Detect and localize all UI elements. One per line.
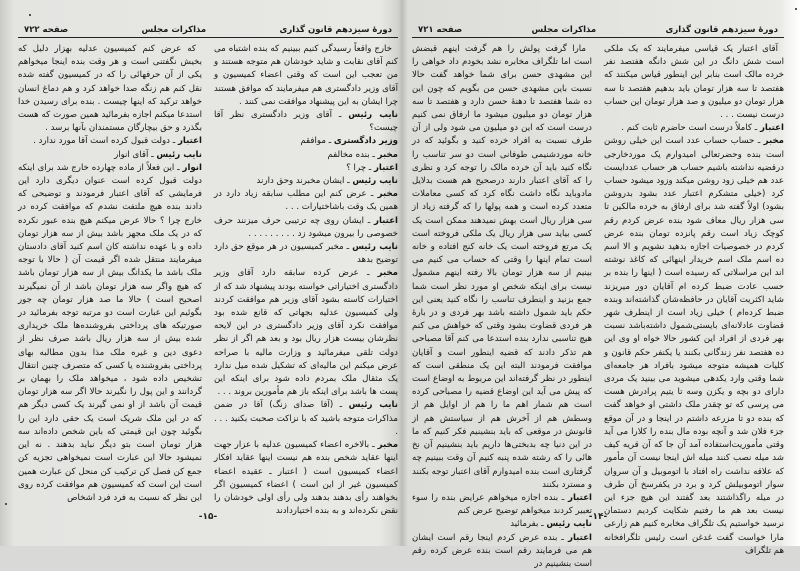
- speaker-name: اعتبار: [373, 162, 398, 173]
- column-right: [604, 43, 784, 556]
- paragraph-text: ـ موافقم: [300, 136, 332, 147]
- page-label: صفحه ۷۲۲: [24, 25, 69, 35]
- paragraph-text: خارج واقعاً رسیدگی کنیم ببینیم که بنده اشتباه می کنم آقای نقابت و شاید خودشان هم متوجه هستند و من تعجب این است که وقتی اعضاء کمیسیون و آقای وزیر دادگستری هم میفرمایند که موافق هستند چرا ایشان به این پیشنهاد موافقت نمی کنند .: [214, 44, 398, 107]
- session-label: دورهٔ سیزدهم قانون گذاری: [279, 25, 392, 35]
- speaker-name: اعتبار: [759, 123, 784, 134]
- header-divider: [412, 37, 784, 38]
- paragraph-text: ـ عرض کرده سابقه دارد آقای وزیر دادگستری اختیاراتی خواسته بودند پیشنهاد شد که از اختیارات کاسته بشود آقای وزیر هم موافقت کردند ولی کمیسیون عدلیه بجهاتی که قانع شده بود موافقت نکرد آقای وزیر دادگستری در این لایحه نظرشان بیست هزار ریال بود و بعد هم اگر از نظر دولت تلقی میفرمائید و وزارت مالیه با صراحه عرض میکنم این مالیه‌ای که تشکیل شده میل ندارد یک مثقال ملک بمردم داده شود برای اینکه این پست ها باشد برای اینکه باز هم مأمورین بروند . . .: [214, 268, 398, 398]
- paragraph: [214, 162, 398, 175]
- paragraph-text: ـ ایشان مخبرند وحق دارند: [256, 176, 350, 187]
- paragraph: [214, 241, 398, 267]
- paragraph: [412, 532, 592, 571]
- paragraph: [214, 109, 398, 135]
- speaker-name: نایب رئیس: [348, 110, 398, 121]
- paragraph: [604, 135, 784, 558]
- right-page: [412, 0, 784, 569]
- column-left: [18, 43, 202, 506]
- paragraph: [214, 439, 398, 518]
- paragraph-text: ـ آقای وزیر دادگستری نظر آقا چیست؟: [214, 110, 398, 134]
- paragraph: [18, 43, 202, 135]
- paragraph-text: ـ این فعلاً از ماده چهارده خارج شد برای اینکه دولت قبول کرده است عنوان دیگری دارد این فرمایشی که آقای اعتبار فرمودند و توضیحی که دادند بنده هیچ ملتفت نشدم که موافقت کرده در خارج چرا ؟ حالا عرض میکنم هیچ بنده عبور نکرده که در یک ملک مجهز باشد بیش از سه هزار تومان داده و با عهده نداشته کان اسم کنید آقای دادستان میفرمایند منتقل شده اگر قیمت آن ( حالا با توجه ملک باشد ما یکدانگ بیش از سه هزار تومان باشد که هیچ واگر سه هزار تومان باشد از آن نمیگیرند اصحیح است ) حالا ما صد هزار تومان چه جور بگوئیم این عبارت است دو مرتبه توجه بفرمائید در صورتیکه های پرداختی بفروشنده‌ها ملک خریداری شده بیش از سه هزار ریال باشد صرف نظر از دعوی دین و غیره ملک مذا بدون مطالبه بهای پرداختی بفروشنده یا کسی که متصرف چنین انتقال تشخیص داده شود ، میخواهد ملک را بهمان بر گردانند و این پول را نگیرند حالا اگر سه هزار تومان قیمت آن باشد از او نمی گیرند یک کسی دیگر هم که در این ملک شریک است یک حقی دارد این را بگوئید چون این قیمتی که باین شخص داده‌اند سه هزار تومان است بتو دیگر نباید بدهند . نه این نمیشود حالا این عبارت است نمیخواهی تجزیه کن جمع کن فصل کن ترکیب کن منحل کن عبارت همین است این است که کمیسیون هم موافقت کرده روی این نظر که نسبت به فرد فرد اشخاص: [18, 162, 202, 503]
- paragraph-text: ـ بفرمائید: [510, 519, 544, 530]
- page-header: [18, 23, 398, 35]
- speaker-name: مخبر: [377, 268, 398, 279]
- paragraph: [214, 399, 398, 439]
- speaker-name: اعتبار: [568, 492, 593, 503]
- speaker-name: اعتبار: [374, 215, 399, 226]
- paragraph-text: ـ بنده مخالفم: [327, 149, 375, 160]
- section-label: مذاکرات مجلس: [531, 25, 597, 35]
- speaker-name: وزیر دادگستری: [333, 136, 398, 147]
- paragraph: [214, 175, 398, 188]
- column-left: [412, 43, 593, 569]
- speaker-name: نایب رئیس: [546, 519, 592, 530]
- scan-speck: [29, 14, 31, 16]
- speaker-name: مخبر: [377, 189, 398, 200]
- page-number: -۱۴-: [588, 512, 608, 522]
- speaker-name: نایب رئیس: [352, 176, 398, 187]
- paragraph: [214, 188, 398, 214]
- speaker-name: نایب رئیس: [348, 400, 398, 411]
- paragraph-text: ـ مخبر کمیسیون در هر موقع حق دارد توضیح بدهد: [214, 242, 398, 266]
- paragraph-text: ـ دولت قبول کرده است آقا مورد ندارد .: [33, 136, 176, 147]
- paragraph: [18, 162, 202, 505]
- paragraph-text: ـ عرض کنم این مطلب سابقه زیاد دارد در همین یک وقت باشاختیارات . . .: [214, 189, 398, 213]
- paragraph: [604, 122, 784, 135]
- paragraph-text: ـ حساب حساب عدد است این خیلی روشن است بنده وحضرتعالی امیدوارم یک موردخارجی درقضیه نداشته باشیم حساب هر حساب عددایست عدد هم خیلی زود روشن میکند وزود میشود حساب کرد (خیلی متشکرم اعتبار عدد بشود بدروشن بشود) اولاً گفته شد برای ارفاق به خرده مالکین تا سی هزار ریال معاف شود بنده عرض کردم رقم کوچک زیاد است رقم پانزده تومان بنده عرض کردم در خصوصیات اجازه بدهید نشویم و الا اسم ده اسم ملک اسم خریدار اینهائی که کاغذ نوشته اند این مراسلاتی که رسیده است ( اینها را بنده بر حسب عادت ضبط کرده ام آقایان دور میریزند شاید اکثریت آقایان در حافظه‌شان گذاشته‌اند وبنده ضبط کرده‌ام ) خیلی زیاد است از اینطرف شهر قضاوت عادلانه‌ای بایستی‌شمول داشته‌باشد نسبت بهر فردی از افراد این کشور حالا خواه او وی این ده هفتصد نفر زندگانی بکنند یا یکنفر حکم قانون و کلیات همیشه متوجه میشود بافراد هر جامعه‌ای شما وقتی وارد یکدهی میشوید می بینید یک مردی دارای دو بچه و یکزن وسه تا یتیم پرادرش هست می پرسی که تو چقدر ملک داشتی او خواهد گفت که بنده دو تا مزرعه داشتم در اینجا و در آن موقع جزء فلان شد و آنچه بوده مال بنده را کلارا می آید وقتی مأموریت‌استفاده آمد آن جا که آن قریه کیف شد میله نصب کنند میله اش اینجا نیست آن مأمور که علاقه نداشت راه افتاد با اتوموبیل و آن سروان سوار اتوموبیلش کرد و برد در یکفرسخ آن طرف در میله راگذاشتند بعد گفتند این هیچ جزء این نیست بعد هم ما رفتیم شکایت کردیم دستمان نرسید خواستیم یک تلگراف مخابره کنیم هم زارعی مارا خواست گفت غدغن است رئیس تلگرافخانه هم تلگراف: [604, 136, 784, 556]
- page-label: صفحه ۷۲۱: [418, 25, 463, 35]
- paragraph: [214, 149, 398, 162]
- paragraph-text: ـ کاملاً درست است حاضرم ثابت کنم .: [621, 123, 758, 134]
- paragraph: [214, 43, 398, 109]
- speaker-name: نایب رئیس: [352, 242, 399, 253]
- paragraph: [214, 135, 398, 148]
- section-label: مذاکرات مجلس: [141, 25, 207, 35]
- paragraph-text: ـ ایشان روی چه ترتیبی حرف میزنند حرف خصوصی را بیرون میشود زد . . . . . . . . .: [214, 215, 398, 239]
- session-label: دورهٔ سیزدهم قانون گذاری: [665, 25, 778, 35]
- scan-speck: [795, 8, 797, 10]
- paragraph-text: ـ بالاخره اعضاء کمیسیون عدلیه با عزار جهت اینها عقاید شخص بنده هم نیست اینها عقاید افکار اعضاء کمیسیون است ( اعتبار ـ عقیده اعضاء کمیسیون غیر از این است ) اعضاء کمیسیون اگر بخواهند رأی بدهند بدهند ولی رأی اولی خودشان را نقض نکرده‌اند و به بنده اختیاردادند: [214, 440, 398, 517]
- paragraph-text: ـ چرا ؟: [346, 162, 372, 173]
- speaker-name: مخبر: [763, 136, 784, 147]
- paragraph: [214, 215, 398, 241]
- scan-speck: [5, 503, 7, 505]
- paragraph-text: ـ بنده اجازه میخواهم عرایض بنده را سوء تعبیر کردند میخواهم توضیح عرض کنم: [412, 492, 592, 517]
- paragraph-text: که عرض کنم کمیسیون عدلیه بهزار دلیل که بخیش نگفتنی است و هر وقت بنده اینجا میخواهم یکی از آن حرفهائی را که در کمیسیون گفته شده نقل کنم هم زنگه صدا خواهد کرد و هم دماغ انسان خواهد ترکید که اینها چیست . بنده برای رسیدن خدا استدعا میکنم اجازه بفرمائید همین صورت که هست بگذرد و حق بیچارگان مستمندان بآنها برسد .: [18, 44, 202, 134]
- header-divider: [18, 37, 398, 38]
- speaker-name: انوار: [182, 162, 202, 173]
- paragraph-text: مارا گرفت پولش را هم گرفت اینهم قبضش است اما تلگراف مخابره نشد بخودم داد خواهی را این مشهدی حسن برای شما خواهد گفت حالا نسبت باین مشهدی حسن من بگویم که چون این ده شما هفتصد تا دهنهٔ حسن دارد و هفتصد تا سه هزار تومان دو میلیون میشود ما ارفاق نمی کنیم درست است که این دو میلیون می شود ولی از آن طرف نسبت به افراد خرده کنید و بگوئید که در خانه موردشنیمی طوفانی است دو سر تناسب را نگاه کنید باید آن خرده مالک را توجه کرد و نظری را که آقای اعتبار دارند درصحیح هم هست بدلایل مادوباید نگاه داشت نگاه کرد که کسی معاملات متعدد کرده است و همه پولها را که گرفته زیاد از سی هزار ریال است بهش نمیدهند ممکن است یک کسی بیاید سی هزار ریال یک ملکی فروخته است یک مرتع فروخته است یک خانه کنج افتاده و خانه است تمام اینها را وقتی که حساب می کنیم می بینیم از سه هزار تومان بالا رفته اینهم مشمول نیست برای اینکه شخص او مورد نظر است شما جمع بزنید و اینطرف تناسب را نگاه کنید یعنی این حکم باید شمول داشته باشد بهر فردی و در بارهٔ هر فردی قضاوت بشود وقتی که خواهش می کنم هیچ تناسبی ندارد بنده استدعا می کنم آقا مصباحی هم تذکر دادند که قضیه اینطور است و آقایان موافقت فرمودند البته این یک منطقی است که اینطور در نظر گرفته‌اند این مربوط به اوضاع است که پیش می آید این اوضاع قضیه را مصباحی کرده است هم شمار اهم ما را هم از اوایل هم از وسطش هم از آخرش هم از سیاستش هم از قانونش در موقعی که باید بنشینیم فکر کنیم که ما در این دنیا چه بدبختی‌ها داریم باید بنشینیم آن نخ هائی را که رشته شده پنبه کنیم آن وقت ببینیم چه گرفتاری است بنده امیدوارم آقای اعتبار توجه بکنند و مسترد بکنند: [412, 44, 592, 490]
- paragraph-text: ـ آقای انوار: [114, 149, 154, 160]
- speaker-name: اعتبار: [568, 532, 593, 543]
- paragraph: [214, 267, 398, 399]
- paragraph: [18, 149, 202, 162]
- paragraph: [412, 43, 592, 492]
- speaker-name: مخبر: [377, 440, 399, 451]
- left-page: [18, 0, 398, 546]
- paragraph-text: ـ (آقا صدای زنگ) آقا در ضمن مذاکرات متوجه باشید که با نزاکت صحبت بکنید . . . .: [214, 400, 398, 437]
- column-right: [214, 43, 399, 517]
- paragraph-text: ـ بنده عرض کردم اینجا رقم است ایشان هم می فرمایند رقم است بنده عرض کرده رقم است بنشینیم در: [412, 532, 592, 569]
- paragraph: [604, 43, 784, 122]
- paragraph-text: آقای اعتبار یک قیاسی میفرمایند که یک ملکی است شش دانگ در این شش دانگه هفتصد نفر خرده مالک است بنابر این اینطور قیاس میکنند که هفتصد تا سه هزار تومان باید بدهیم هفتصد تا سه هزار تومان دو میلیون و صد هزار تومان این حساب درست نیست . . .: [604, 44, 784, 121]
- speaker-name: اعتبار: [177, 136, 202, 147]
- paragraph: [18, 135, 202, 148]
- page-header: [412, 23, 784, 35]
- speaker-name: نایب رئیس: [156, 149, 202, 160]
- page-number: -۱۵-: [198, 512, 218, 522]
- speaker-name: مخبر: [377, 149, 398, 160]
